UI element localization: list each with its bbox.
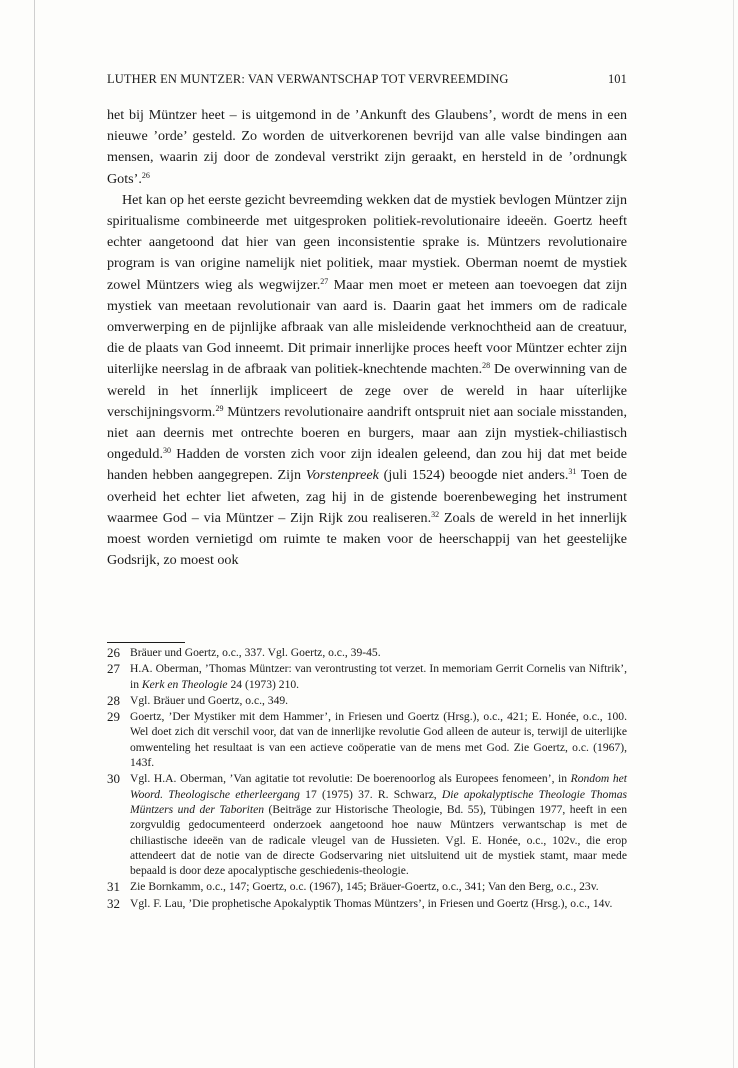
footnote-separator	[107, 642, 185, 643]
paragraph-2: Het kan op het eerste gezicht bevreemding wekken dat de mystiek bevlogen Müntzer zijn spiritualisme combineerde met uitgesproken politiek-revolutionaire ideeën. Goertz heeft echter aangetoond dat hier van geen inconsistentie sprake is. Müntzers revolutionaire program is van origine namelijk niet politiek, maar mystiek. Oberman noemt de mystiek zowel Müntzers wieg als wegwijzer.$^{27}$ Maar men moet er meteen aan toevoegen dat zijn mystiek van meetaan revolutionair van aard is. Daarin gaat het immers om de radicale omverwerping en de pijnlijke afbraak van alle misleidende verknochtheid aan de creatuur, die de plaats van God inneemt. Dit primair innerlijke proces heeft voor Müntzer echter zijn uiterlijke neerslag in de afbraak van politiek-knechtende machten.$^{28}$ De overwinning van de wereld in het ínnerlijk impliceert de zege over de wereld in haar uíterlijke verschijningsvorm.$^{29}$ Müntzers revolutionaire aandrift ontspruit niet aan sociale misstanden, niet aan deernis met ontrechte boeren en burgers, maar aan zijn mystiek-chiliastisch ongeduld.$^{30}$ Hadden de vorsten zich voor zijn idealen geleend, dan zou hij dat met beide handen hebben aangegrepen. Zijn Vorstenpreek (juli 1524) beoogde niet anders.$^{31}$ Toen de overheid het echter liet afweten, zag hij in de gistende boerenbeweging het instrument waarmee God – via Müntzer – Zijn Rijk zou realiseren.$^{32}$ Zoals de wereld in het innerlijk moest worden vernietigd om ruimte te maken voor de heerschappij van het geestelijke Godsrijk, zo moest ook	[107, 191, 628, 569]
page-edge-right	[733, 0, 734, 1068]
footnote-27: 27 H.A. Oberman, ’Thomas Müntzer: van verontrusting tot verzet. In memoriam Gerrit Cornelis van Niftrik’, in Kerk en Theologie 24 (1973) 210.	[107, 661, 627, 691]
footnote-28: 28 Vgl. Bräuer und Goertz, o.c., 349.	[107, 692, 289, 708]
footnote-ref-31: 31	[568, 467, 577, 477]
footnote-number: 31	[107, 879, 120, 895]
footnote-ref-30: 30	[162, 446, 171, 456]
footnote-30: 30 Vgl. H.A. Oberman, ’Van agitatie tot revolutie: De boerenoorlog als Europees fenomeen’, in Rondom het Woord. Theologische etherleergang 17 (1975) 37. R. Schwarz, Die apokalyptische Theologie Thomas Müntzers und der Taboriten (Beiträge zur Historische Theologie, Bd. 55), Tübingen 1977, heeft in een zorgvuldig gedocumenteerd onderzoek aangetoond hoe nauw Müntzers verwantschap is met de chiliastische ideeën van de radicale vleugel van de Hussieten. Vgl. E. Honée, o.c., 102v., die erop attendeert dat de notie van de directe Godservaring niet uitsluitend uit de mystiek stamt, maar mede bepaald is door deze apocalyptische geschiedenis-theologie.	[107, 771, 628, 878]
footnote-26: 26 Bräuer und Goertz, o.c., 337. Vgl. Goertz, o.c., 39-45.	[107, 645, 381, 660]
footnote-ref-28: 28	[482, 361, 491, 371]
page-number: 101	[607, 72, 627, 86]
footnote-ref-29: 29	[215, 403, 224, 413]
footnote-number: 26	[107, 645, 120, 660]
footnote-number: 28	[107, 692, 120, 708]
italic-title-vorstenpreek: Vorstenpreek	[305, 467, 379, 484]
paragraph-1: het bij Müntzer heet – is uitgemond in de ’Ankunft des Glaubens’, wordt de mens in een nieuwe ’orde’ gesteld. Zo worden de uitverkorenen bevrijd van alle valse bindingen aan mensen, waarin zij door de zondeval verstrikt zijn geraakt, en hersteld in de ’ordnungk Gots’.$^{26}$	[107, 107, 627, 187]
running-head-title: LUTHER EN MUNTZER: VAN VERWANTSCHAP TOT VERVREEMDING	[107, 72, 509, 86]
footnote-number: 30	[107, 771, 120, 787]
footnote-number: 32	[107, 895, 120, 911]
footnote-ref-32: 32	[431, 509, 440, 519]
footnote-29: 29 Goertz, ’Der Mystiker mit dem Hammer’, in Friesen und Goertz (Hrsg.), o.c., 421; E. Honée, o.c., 100. Wel doet zich dit verschil voor, dat van de innerlijke revolutie God alleen de auteur is, terwijl de uiterlijke omwenteling het resultaat is van een actieve coöperatie van de mens met God. Zie Goertz, o.c. (1967), 143f.	[107, 709, 627, 770]
footnote-number: 27	[107, 661, 120, 677]
footnote-32: 32 Vgl. F. Lau, ’Die prophetische Apokalyptik Thomas Müntzers’, in Friesen und Goertz (Hrsg.), o.c., 14v.	[107, 895, 613, 911]
footnotes	[107, 645, 627, 912]
footnote-number: 29	[107, 709, 120, 725]
footnote-ref-26: 26	[141, 170, 150, 180]
page-edge-left	[34, 0, 35, 1068]
footnote-ref-27: 27	[320, 276, 329, 286]
main-text	[107, 105, 627, 571]
footnote-31: 31 Zie Bornkamm, o.c., 147; Goertz, o.c. (1967), 145; Bräuer-Goertz, o.c., 341; Van den Berg, o.c., 23v.	[107, 879, 599, 895]
